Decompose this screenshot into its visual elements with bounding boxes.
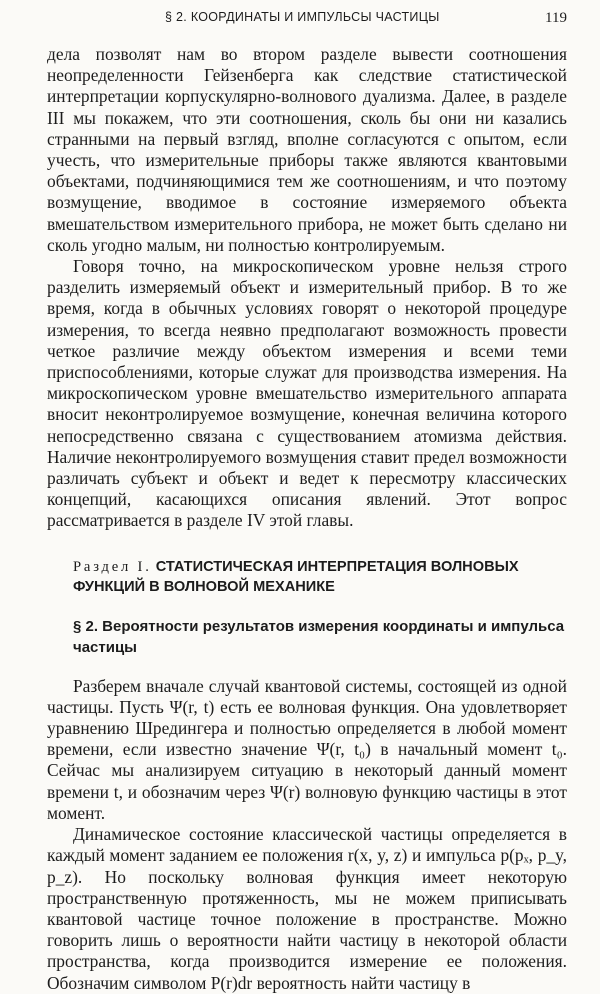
section-prefix: Раздел I.: [73, 558, 152, 575]
paragraph-4: Динамическое состояние классической частицы определяется в каждый момент заданием ее положения r(x, y, z) и импульса p(pₓ, p_y, p_z). Но поскольку волновая функция имеет некоторую пространственную протяженность, мы не можем приписывать квантовой частице точное положение в пространстве. Можно говорить лишь о вероятности найти частицу в некоторой области пространства, когда производится измерение ее положения. Обозначим символом P(r)dr вероятность найти частицу в: [47, 824, 567, 993]
paragraph-2: Говоря точно, на микроскопическом уровне нельзя строго разделить измеряемый объект и измерительный прибор. В то же время, когда в обычных условиях говорят о некоторой процедуре измерения, то всегда неявно предполагают возможность провести четкое различие между объектом измерения и всеми теми приспособлениями, которые служат для производства измерения. На микроскопическом уровне вмешательство измерительного аппарата вносит неконтролируемое возмущение, конечная величина которого непосредственно связана с существованием атомизма действия. Наличие неконтролируемого возмущения ставит предел возможности различать субъект и объект и ведет к пересмотру классических концепций, касающихся описания явлений. Этот вопрос рассматривается в разделе IV этой главы.: [47, 256, 567, 531]
subsection-heading: § 2. Вероятности результатов измерения координаты и импульса частицы: [73, 617, 565, 656]
section-title: СТАТИСТИЧЕСКАЯ ИНТЕРПРЕТАЦИЯ ВОЛНОВЫХ ФУНКЦИЙ В ВОЛНОВОЙ МЕХАНИКЕ: [73, 558, 519, 595]
section-heading: [73, 557, 567, 597]
paragraph-3: Разберем вначале случай квантовой системы, состоящей из одной частицы. Пусть Ψ(r, t) есть ее волновая функция. Она удовлетворяет уравнению Шредингера и полностью определяется в любой момент времени, если известно значение Ψ(r, t₀) в начальный момент t₀. Сейчас мы анализируем ситуацию в некоторый данный момент времени t, и обозначим через Ψ(r) волновую функцию частицы в этот момент.: [47, 675, 567, 823]
page-header: [0, 6, 600, 32]
paragraph-1: дела позволят нам во втором разделе вывести соотношения неопределенности Гейзенберга как следствие статистической интерпретации корпускулярно-волнового дуализма. Далее, в разделе III мы покажем, что эти соотношения, сколь бы они ни казались странными на первый взгляд, вполне согласуются с опытом, если учесть, что измерительные приборы также являются квантовыми объектами, подчиняющимися тем же соотношениям, и что поэтому возмущение, вводимое в состояние измеряемого объекта вмешательством измерительного прибора, не может быть сделано ни сколь угодно малым, ни полностью контролируемым.: [47, 44, 567, 255]
running-head: § 2. КООРДИНАТЫ И ИМПУЛЬСЫ ЧАСТИЦЫ: [165, 10, 440, 24]
page-body: [47, 44, 567, 994]
page-number: 119: [545, 10, 567, 26]
